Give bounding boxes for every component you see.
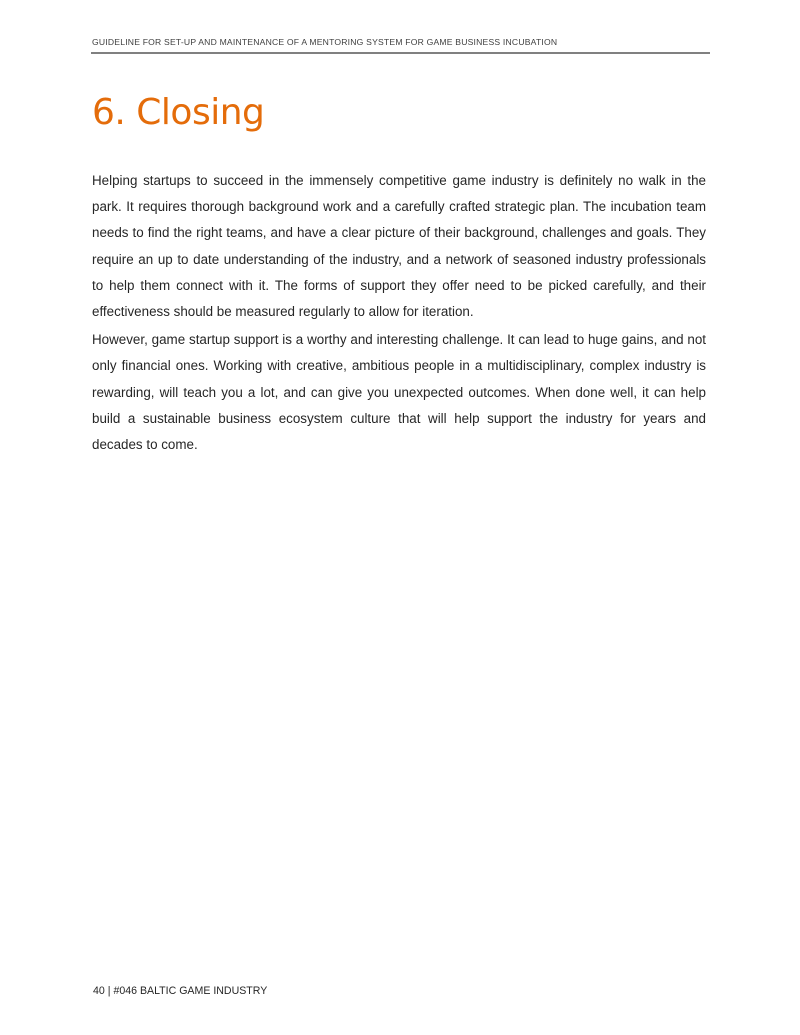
paragraph: However, game startup support is a worthy and interesting challenge. It can lead to huge gains, and not only financial ones. Working with creative, ambitious people in a multidisciplinary, complex industry is rewarding, will teach you a lot, and can give you unexpected outcomes. When done well, it can help build a sustainable business ecosystem culture that will help support the industry for years and decades to come. [92,332,706,453]
page-footer [93,985,267,997]
header-divider [91,52,710,54]
paragraph: Helping startups to succeed in the immensely competitive game industry is definitely no walk in the park. It requires thorough background work and a carefully crafted strategic plan. The incubation team needs to find the right teams, and have a clear picture of their background, challenges and goals. They require an up to date understanding of the industry, and a network of seasoned industry professionals to help them connect with it. The forms of support they offer need to be picked carefully, and their effectiveness should be measured regularly to allow for iteration. [92,173,706,320]
section-title: 6. Closing [92,92,265,133]
footer-separator: | [104,985,114,997]
page-number: 40 [93,985,105,997]
publication-name: #046 BALTIC GAME INDUSTRY [113,985,268,997]
running-header: GUIDELINE FOR SET-UP AND MAINTENANCE OF A MENTORING SYSTEM FOR GAME BUSINESS INCUBATION [92,37,558,47]
section-body [92,168,706,460]
